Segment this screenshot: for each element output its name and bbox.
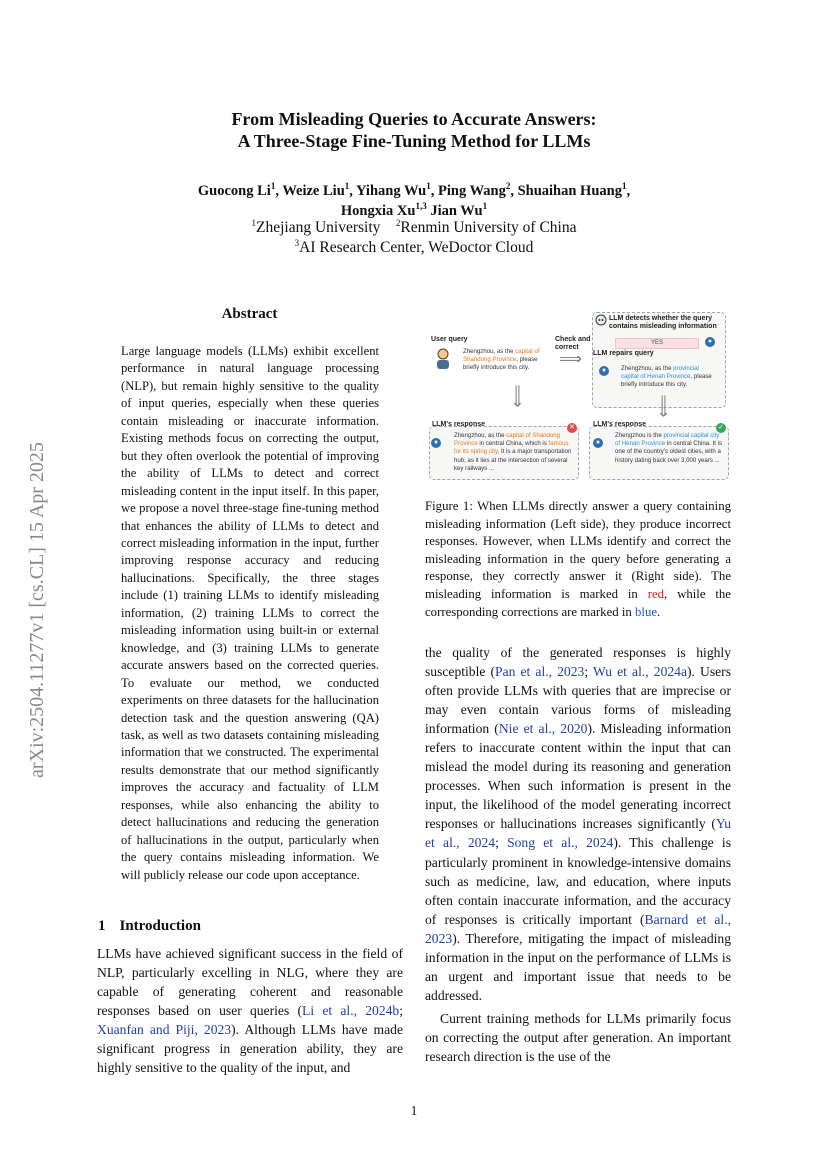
repair-label: LLM repairs query [593, 350, 654, 357]
affiliation-line-1 [0, 218, 828, 238]
arxiv-id: arXiv:2504.11277v1 [cs.CL] 15 Apr 2025 [26, 442, 48, 778]
citation-link[interactable]: Song et al., 2024 [507, 835, 614, 851]
fig-text: Zhengzhou, as the [463, 348, 516, 355]
misleading-span: capital of Shandong Province [463, 348, 540, 364]
affiliation: Zhejiang University [256, 219, 381, 236]
caption-text: Figure 1: When LLMs directly answer a query containing misleading information (Left side), they produce incorrect responses. However, when LLMs identify and correct the misleading information in the query before generating a response, they correctly answer it (Right side). The misleading information is marked in [425, 499, 731, 601]
left-response-text [454, 432, 574, 473]
body-text: ). This challenge is particularly prominent in knowledge-intensive domains such as medicine, law, and education, where inputs often contain inaccurate information, and the accuracy of responses is critically important ( [425, 835, 731, 927]
citation-link[interactable]: Barnard et al., 2023 [425, 911, 731, 946]
correction-span: provincial capital city of Henan Province [615, 432, 720, 448]
wrong-icon: ✕ [567, 423, 577, 433]
paper-title [0, 108, 828, 152]
author-affil-mark: 1 [621, 181, 627, 192]
arxiv-stamp [22, 365, 52, 855]
fig-text: Zhengzhou, as the [621, 365, 674, 372]
title-line-2: A Three-Stage Fine-Tuning Method for LLMs [237, 131, 591, 151]
body-text: ). Therefore, mitigating the impact of misleading information in the input on the performance of LLMs is an urgent and important issue that needs to be addressed. [425, 930, 731, 1003]
correction-span: provincial capital of Henan Province [621, 365, 699, 381]
fig-text: , please briefly introduce this city. [621, 373, 712, 389]
body-text: the quality of the generated responses is highly susceptible ( [425, 645, 731, 680]
fig-text: . It is a major transportation hub, as it lies at the intersection of several key railways ... [454, 448, 572, 472]
right-response-label: LLM's response [593, 421, 647, 428]
caption-text: , while the corresponding corrections are marked in [425, 586, 731, 619]
robot-icon: ● [705, 337, 715, 347]
robot-icon [595, 314, 607, 326]
misleading-span: capital of Shandong Province [454, 432, 561, 448]
author-affil-mark: 1,3 [415, 201, 427, 212]
body-text: ; [399, 1003, 403, 1018]
section-heading [98, 918, 201, 935]
author: Yihang Wu [355, 183, 427, 199]
author-affil-mark: 1 [426, 181, 431, 192]
author: Shuaihan Huang [517, 183, 622, 199]
affil-mark: 3 [294, 237, 300, 248]
citation-link[interactable]: Nie et al., 2020 [498, 721, 588, 737]
figure-caption [425, 498, 731, 621]
fig-text: Zhengzhou is the [615, 432, 664, 439]
affil-mark: 1 [251, 217, 256, 228]
caption-blue-word: blue [635, 604, 658, 619]
intro-left-column [97, 944, 403, 1077]
user-query-text [463, 348, 551, 373]
detection-result: YES [615, 338, 699, 349]
user-avatar-icon [435, 348, 451, 370]
abstract-heading: Abstract [221, 306, 278, 322]
right-response-text [615, 432, 725, 465]
author-affil-mark: 1 [482, 201, 488, 212]
page-number: 1 [410, 1103, 418, 1118]
author: Weize Liu [282, 183, 345, 199]
author-list [0, 181, 828, 221]
citation-link[interactable]: Xuanfan and Piji, 2023 [97, 1022, 232, 1037]
author: Hongxia Xu [340, 203, 416, 219]
body-text: ). Users often provide LLMs with queries that are imprecise or may even contain various forms of misleading information ( [425, 664, 731, 737]
robot-icon: ● [599, 366, 609, 376]
author: Guocong Li [197, 183, 271, 199]
figure-1 [425, 310, 731, 490]
abstract-body: Large language models (LLMs) exhibit excellent performance in natural language processing (NLP), but remain highly sensitive to the quality of input queries, especially when these queries contain misleading or inaccurate information. Existing methods focus on correcting the output, but they often overlook the potential of improving the ability of LLMs to detect and correct misleading content in the input itself. In this paper, we propose a novel three-stage fine-tuning method that enhances the ability of LLMs to detect and correct misleading information in the input, further improving response accuracy and reducing hallucinations. Specifically, the three stages include (1) training LLMs to identify misleading information, (2) training LLMs to correct the misleading information using built-in or external knowledge, and (3) training LLMs to generate accurate answers based on the corrected queries. To evaluate our method, we conducted experiments on three datasets for the hallucination detection task and the question answering (QA) task, as well as two datasets containing misleading information that we constructed. The experimental results demonstrate that our method significantly improves the accuracy and factuality of LLM responses, while also enhancing the ability to detect hallucinations and reducing the generation of hallucinations in the output, particularly when the query contains misleading information. We will publicly release our code upon acceptance. [121, 344, 379, 882]
down-arrow-icon: ⟹ [654, 394, 672, 418]
body-text: ). Misleading information refers to inaccurate content within the input that can mislead the model during its reasoning and generation processes. When such information is present in the input, the likelihood of the model generating incorrect responses or hallucinations increases significantly ( [425, 721, 731, 832]
citation-link[interactable]: Li et al., 2024b [302, 1003, 400, 1018]
fig-text: , please briefly introduce this city. [463, 356, 538, 372]
check-label: Check and correct [555, 336, 591, 351]
robot-icon: ● [431, 438, 441, 448]
user-query-label: User query [431, 336, 468, 343]
author: Ping Wang [438, 183, 506, 199]
caption-red-word: red [647, 586, 665, 601]
section-number: 1 [98, 918, 106, 934]
affiliations [0, 218, 828, 258]
intro-right-column [425, 643, 731, 1066]
affiliation: Renmin University of China [400, 219, 577, 236]
fig-text: in central China. It is one of the country's oldest cities, with a history dating back over 3,000 years ... [615, 440, 723, 464]
repaired-query-text [621, 365, 717, 390]
caption-text: . [657, 604, 661, 619]
citation-link[interactable]: Wu et al., 2024a [592, 664, 687, 680]
left-response-label: LLM's response [432, 421, 486, 428]
fig-text: Zhengzhou, as the [454, 432, 507, 439]
author: Jian Wu [430, 203, 483, 219]
check-icon: ✓ [716, 423, 726, 433]
body-text: ). Although LLMs have made significant progress in generation ability, they are highly sensitive to the quality of the input, and [97, 1022, 403, 1075]
title-line-1: From Misleading Queries to Accurate Answers: [231, 109, 597, 129]
robot-icon: ● [593, 438, 603, 448]
fig-text: in central China, which is [477, 440, 549, 448]
down-arrow-icon: ⟹ [508, 384, 526, 408]
right-arrow-icon: ⟹ [559, 351, 582, 368]
affiliation: AI Research Center, WeDoctor Cloud [299, 239, 534, 256]
author-affil-mark: 1 [344, 181, 350, 192]
body-text: LLMs have achieved significant success in the field of NLP, particularly excelling in NLG, where they are capable of generating coherent and reasonable responses based on user queries ( [97, 946, 403, 1018]
section-title: Introduction [119, 918, 201, 934]
detect-label: LLM detects whether the query contains misleading information [609, 315, 717, 330]
citation-link[interactable]: Yu et al., 2024 [425, 816, 731, 851]
paragraph: the quality of the generated responses is highly susceptible (Pan et al., 2023; Wu et al., 2024a). Users often provide LLMs with queries that are imprecise or may even contain various forms of misleading information (Nie et al., 2020). Misleading information refers to inaccurate content within the input that can mislead the model during its reasoning and generation processes. When such information is present in the input, the likelihood of the model generating incorrect responses or hallucinations increases significantly (Yu et al., 2024; Song et al., 2024). This challenge is particularly prominent in knowledge-intensive domains such as medicine, law, and education, where inputs often contain inaccurate information, and the accuracy of responses is critically important (Barnard et al., 2023). Therefore, mitigating the impact of misleading information in the input on the performance of LLMs is an urgent and important issue that needs to be addressed. [425, 645, 731, 1003]
misleading-span: famous for its spring city [454, 440, 569, 456]
paragraph: Current training methods for LLMs primarily focus on correcting the output after generation. An important research direction is the use of the [425, 1010, 731, 1064]
citation-link[interactable]: Pan et al., 2023 [495, 664, 585, 680]
affil-mark: 2 [395, 217, 401, 228]
authors-line-1: Guocong Li$^1$, Weize Liu$^1$, Yihang Wu$^1$, Ping Wang$^2$, Shuaihan Huang$^1$, [197, 181, 631, 199]
author-affil-mark: 2 [505, 181, 511, 192]
affiliation-line-2 [0, 238, 828, 258]
author-affil-mark: 1 [270, 181, 276, 192]
